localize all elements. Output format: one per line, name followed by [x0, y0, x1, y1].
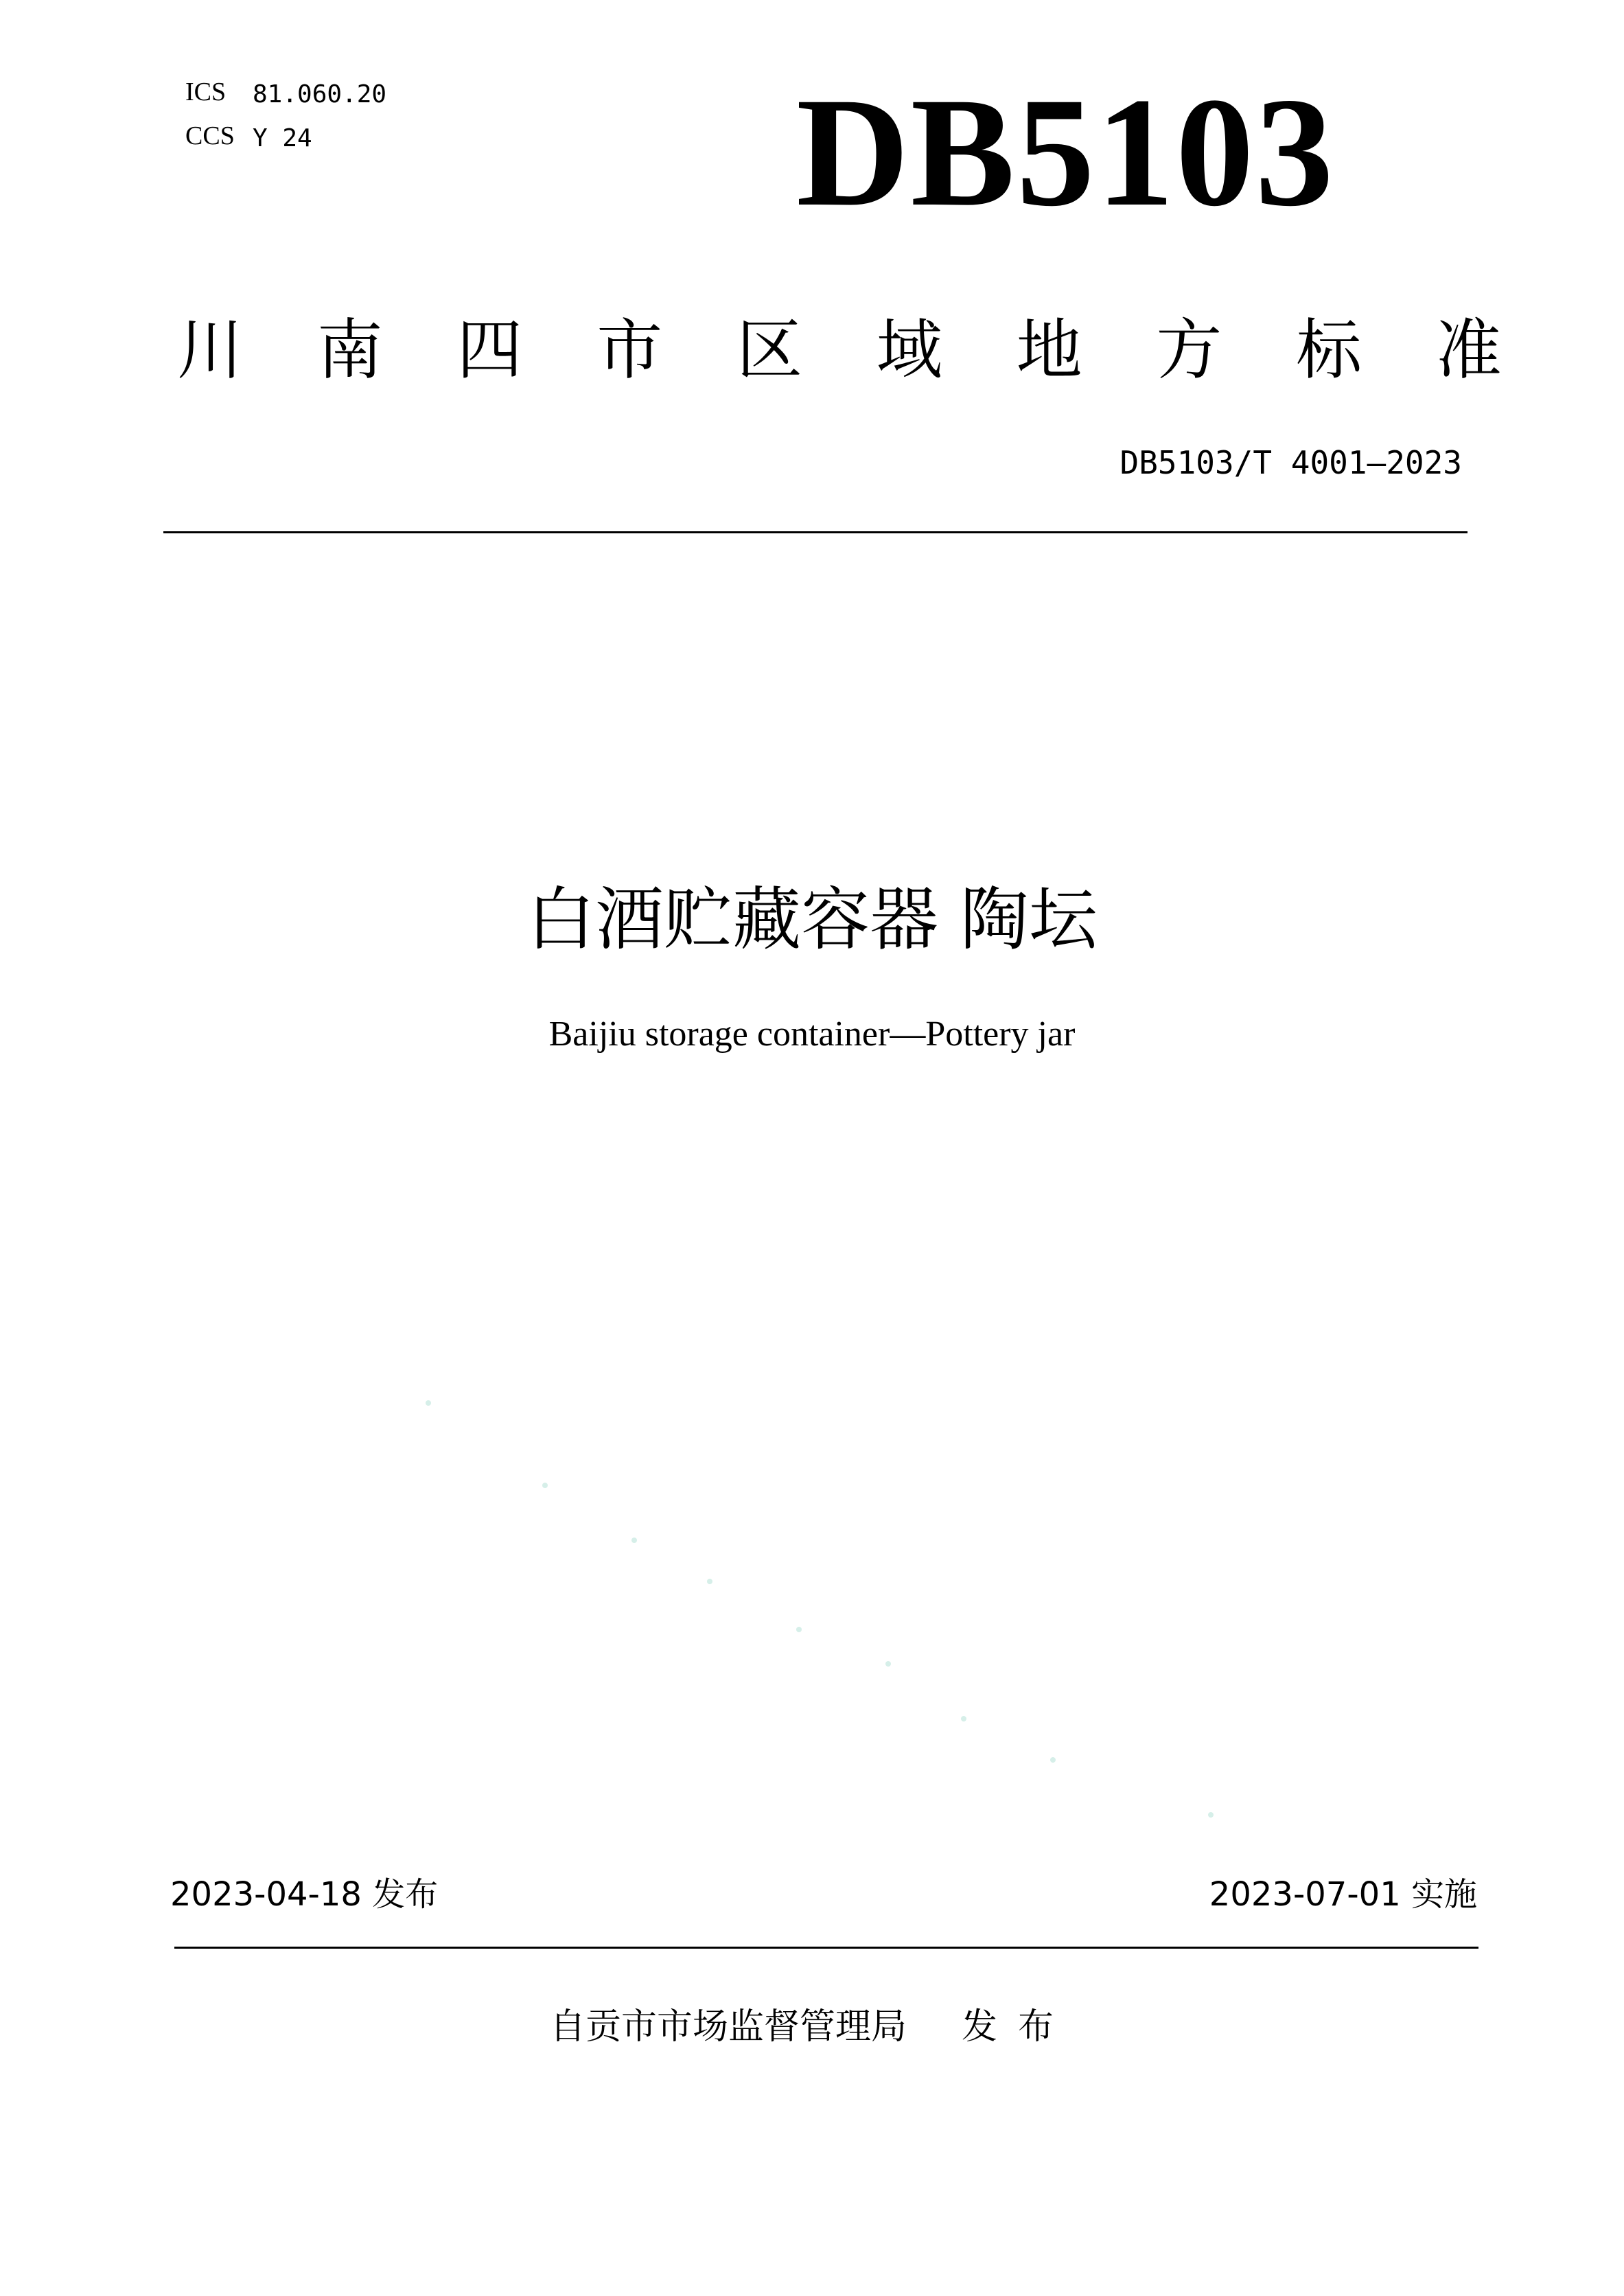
- standard-kind-char: 方: [1156, 312, 1222, 389]
- standard-kind-char: 区: [736, 312, 803, 389]
- ics-value: 81.060.20: [253, 80, 387, 108]
- watermark-dot: [885, 1661, 891, 1667]
- watermark-dot: [961, 1716, 966, 1721]
- header-divider: [163, 531, 1468, 533]
- document-title-chinese: 白酒贮藏容器 陶坛: [526, 879, 1098, 960]
- issue-date: 2023-04-18 发布: [170, 1875, 439, 1914]
- watermark-dot: [631, 1538, 637, 1543]
- watermark-dot: [542, 1483, 548, 1488]
- standard-kind-char: 标: [1296, 312, 1362, 389]
- ics-label: ICS: [185, 78, 227, 106]
- implementation-date: 2023-07-01 实施: [1209, 1875, 1477, 1914]
- standard-number: DB5103/T 4001—2023: [1120, 444, 1462, 481]
- standard-kind-char: 川: [177, 312, 243, 389]
- issuer-action: 发布: [962, 2006, 1075, 2048]
- standard-kind-char: 南: [316, 312, 383, 389]
- watermark-dot: [426, 1400, 431, 1406]
- standard-code: DB5103: [796, 66, 1335, 239]
- standard-kind-char: 域: [876, 312, 942, 389]
- issuer-name: 自贡市市场监督管理局: [549, 2006, 907, 2048]
- footer-divider: [174, 1947, 1478, 1949]
- ccs-label: CCS: [185, 121, 235, 150]
- standard-kind-char: 地: [1016, 312, 1082, 389]
- document-title-english: Baijiu storage container—Pottery jar: [548, 1014, 1076, 1054]
- ccs-value: Y 24: [253, 124, 312, 152]
- standard-kind-char: 准: [1435, 312, 1502, 389]
- watermark-dot: [1208, 1812, 1214, 1818]
- standard-kind-heading: [177, 309, 1502, 391]
- watermark-dot: [1050, 1757, 1056, 1763]
- standard-kind-char: 市: [596, 312, 663, 389]
- watermark-dot: [796, 1627, 802, 1632]
- watermark-dot: [707, 1579, 712, 1584]
- issuing-authority: [0, 2004, 1624, 2050]
- standard-kind-char: 四: [456, 312, 523, 389]
